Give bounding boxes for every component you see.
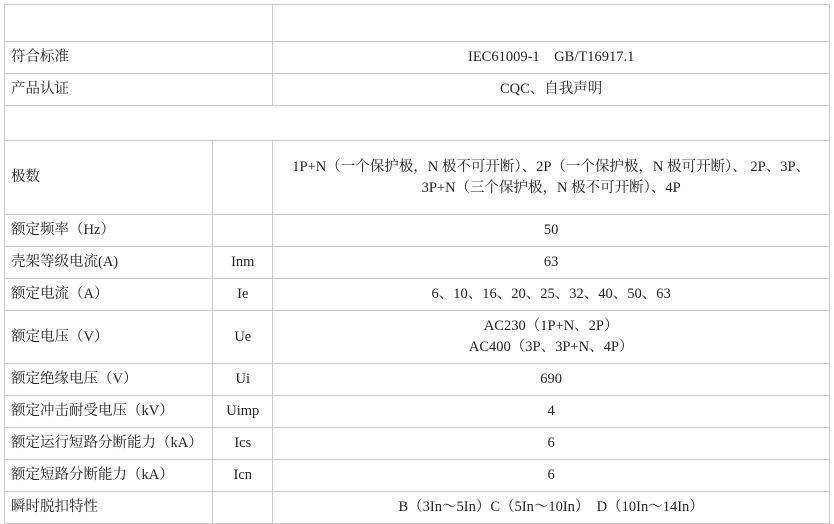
table-row bbox=[5, 215, 830, 247]
table-row bbox=[5, 74, 830, 106]
table-row bbox=[5, 396, 830, 428]
table-row bbox=[5, 279, 830, 311]
row-poles-value-line1: 1P+N（一个保护极，N 极不可开断）、2P（一个保护极，N 极可开断）、 bbox=[292, 158, 747, 175]
table-row bbox=[5, 460, 830, 492]
row-instant-trip-value: B（3In～5In）C（5In～10In） D（10In～14In） bbox=[273, 492, 830, 524]
section-title-electrical: 电气特性 bbox=[5, 106, 830, 141]
row-poles-symbol bbox=[213, 141, 273, 215]
header-product-model-value: TGB1NLE-63Y bbox=[273, 5, 830, 42]
product-spec-table bbox=[4, 4, 830, 524]
row-service-breaking-label: 额定运行短路分断能力（kA） bbox=[5, 428, 213, 460]
row-poles-value-line2: 2P、3P、3P+N（三个保护极，N 极不可开断）、4P bbox=[421, 158, 811, 196]
table-row bbox=[5, 42, 830, 74]
row-short-circuit-breaking-label: 额定短路分断能力（kA） bbox=[5, 460, 213, 492]
row-frequency-symbol bbox=[213, 215, 273, 247]
spec-sheet bbox=[0, 4, 834, 516]
row-rated-voltage-symbol: Ue bbox=[213, 311, 273, 364]
row-frequency-label: 额定频率（Hz） bbox=[5, 215, 213, 247]
row-frame-current-symbol: Inm bbox=[213, 247, 273, 279]
row-standard-value: IEC61009-1 GB/T16917.1 bbox=[273, 42, 830, 74]
table-row bbox=[5, 141, 830, 215]
table-row bbox=[5, 247, 830, 279]
row-insulation-voltage-label: 额定绝缘电压（V） bbox=[5, 364, 213, 396]
row-frequency-value: 50 bbox=[273, 215, 830, 247]
row-instant-trip-label: 瞬时脱扣特性 bbox=[5, 492, 213, 524]
row-rated-voltage-label: 额定电压（V） bbox=[5, 311, 213, 364]
row-impulse-voltage-label: 额定冲击耐受电压（kV） bbox=[5, 396, 213, 428]
row-rated-voltage-value bbox=[273, 311, 830, 364]
row-rated-current-value: 6、10、16、20、25、32、40、50、63 bbox=[273, 279, 830, 311]
row-insulation-voltage-value: 690 bbox=[273, 364, 830, 396]
row-instant-trip-symbol bbox=[213, 492, 273, 524]
row-poles-value bbox=[273, 141, 830, 215]
section-header-electrical bbox=[5, 106, 830, 141]
table-row bbox=[5, 311, 830, 364]
table-header-row bbox=[5, 5, 830, 42]
row-rated-voltage-line2: AC400（3P、3P+N、4P） bbox=[468, 339, 634, 356]
row-frame-current-value: 63 bbox=[273, 247, 830, 279]
row-short-circuit-breaking-value: 6 bbox=[273, 460, 830, 492]
table-row bbox=[5, 428, 830, 460]
row-standard-label: 符合标准 bbox=[5, 42, 273, 74]
table-row bbox=[5, 492, 830, 524]
row-certification-value: CQC、自我声明 bbox=[273, 74, 830, 106]
row-impulse-voltage-symbol: Uimp bbox=[213, 396, 273, 428]
row-certification-label: 产品认证 bbox=[5, 74, 273, 106]
row-service-breaking-value: 6 bbox=[273, 428, 830, 460]
row-short-circuit-breaking-symbol: Icn bbox=[213, 460, 273, 492]
row-impulse-voltage-value: 4 bbox=[273, 396, 830, 428]
row-insulation-voltage-symbol: Ui bbox=[213, 364, 273, 396]
header-product-name-label: 产品名称 bbox=[5, 5, 273, 42]
row-poles-label: 极数 bbox=[5, 141, 213, 215]
row-rated-current-symbol: Ie bbox=[213, 279, 273, 311]
row-service-breaking-symbol: Ics bbox=[213, 428, 273, 460]
row-rated-voltage-line1: AC230（1P+N、2P） bbox=[483, 318, 619, 335]
table-row bbox=[5, 364, 830, 396]
row-rated-current-label: 额定电流（A） bbox=[5, 279, 213, 311]
row-frame-current-label: 壳架等级电流(A) bbox=[5, 247, 213, 279]
